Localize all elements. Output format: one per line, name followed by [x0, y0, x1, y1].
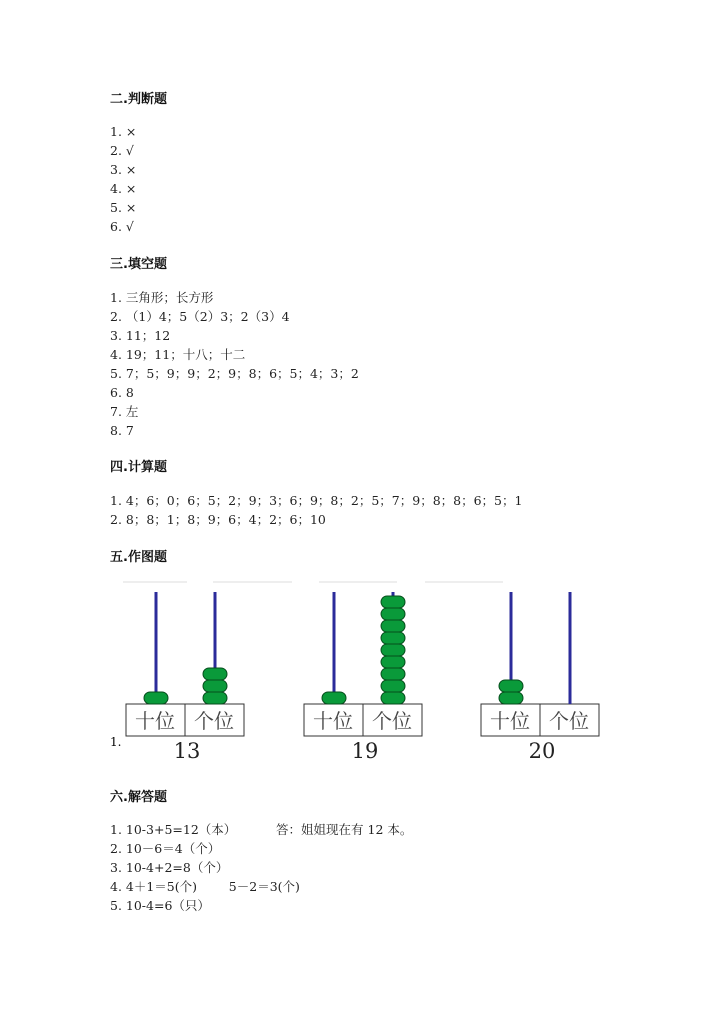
abacus-bead: [381, 620, 405, 632]
abacus-bead: [381, 644, 405, 656]
answer-line: 2. 10－6＝4（个）: [110, 841, 221, 856]
abacus-bead: [203, 692, 227, 704]
answer-line: 1. 4；6；0；6；5；2；9；3；6；9；8；2；5；7；9；8；8；6；5；1: [110, 493, 523, 508]
answer-line: 6. √: [110, 219, 134, 234]
abacus-bead: [499, 680, 523, 692]
abacus-bead: [381, 692, 405, 704]
abacus-bead: [322, 692, 346, 704]
answer-line: 1. 10-3+5=12（本） 答：姐姐现在有 12 本。: [110, 822, 413, 837]
abacus-number: 19: [351, 739, 379, 763]
ones-label: 个位: [549, 709, 589, 733]
answer-line: 4. 4＋1＝5(个) 5－2＝3(个): [110, 879, 300, 894]
section-heading: 二.判断题: [110, 92, 167, 107]
abacus-bead: [381, 632, 405, 644]
ones-label: 个位: [372, 709, 412, 733]
section-heading: 六.解答题: [110, 790, 167, 805]
abacus-number: 13: [173, 739, 201, 763]
answer-line: 7. 左: [110, 404, 139, 419]
abacus-bead: [203, 680, 227, 692]
answer-line: 5. 10-4=6（只）: [110, 898, 210, 913]
section-heading: 三.填空题: [110, 257, 167, 272]
tens-label: 十位: [490, 709, 530, 733]
abacus-bead: [381, 656, 405, 668]
abacus-bead: [381, 680, 405, 692]
answer-line: 5. 7；5；9；9；2；9；8；6；5；4；3；2: [110, 366, 359, 381]
abacus-bead: [203, 668, 227, 680]
abacus-drawings: [0, 570, 720, 770]
abacus-bead: [499, 692, 523, 704]
answer-line: 8. 7: [110, 423, 134, 438]
tens-label: 十位: [135, 709, 175, 733]
answer-line: 2. （1）4；5（2）3；2（3）4: [110, 309, 290, 324]
answer-line: 3. ×: [110, 162, 137, 177]
answer-line: 2. √: [110, 143, 134, 158]
answer-line: 1. 三角形；长方形: [110, 290, 214, 305]
ones-label: 个位: [194, 709, 234, 733]
abacus-bead: [381, 668, 405, 680]
answer-line: 6. 8: [110, 385, 134, 400]
answer-line: 3. 10-4+2=8（个）: [110, 860, 229, 875]
abacus-bead: [381, 608, 405, 620]
answer-line: 4. 19；11；十八；十二: [110, 347, 246, 362]
abacus-number: 20: [528, 739, 556, 763]
abacus-bead: [381, 596, 405, 608]
item-label: 1.: [110, 735, 122, 749]
section-heading: 五.作图题: [110, 550, 167, 565]
answer-line: 1. ×: [110, 124, 137, 139]
section-heading: 四.计算题: [110, 460, 167, 475]
abacus-bead: [144, 692, 168, 704]
tens-label: 十位: [313, 709, 353, 733]
answer-line: 4. ×: [110, 181, 137, 196]
answer-line: 3. 11；12: [110, 328, 171, 343]
answer-line: 5. ×: [110, 200, 137, 215]
answer-line: 2. 8；8；1；8；9；6；4；2；6；10: [110, 512, 326, 527]
